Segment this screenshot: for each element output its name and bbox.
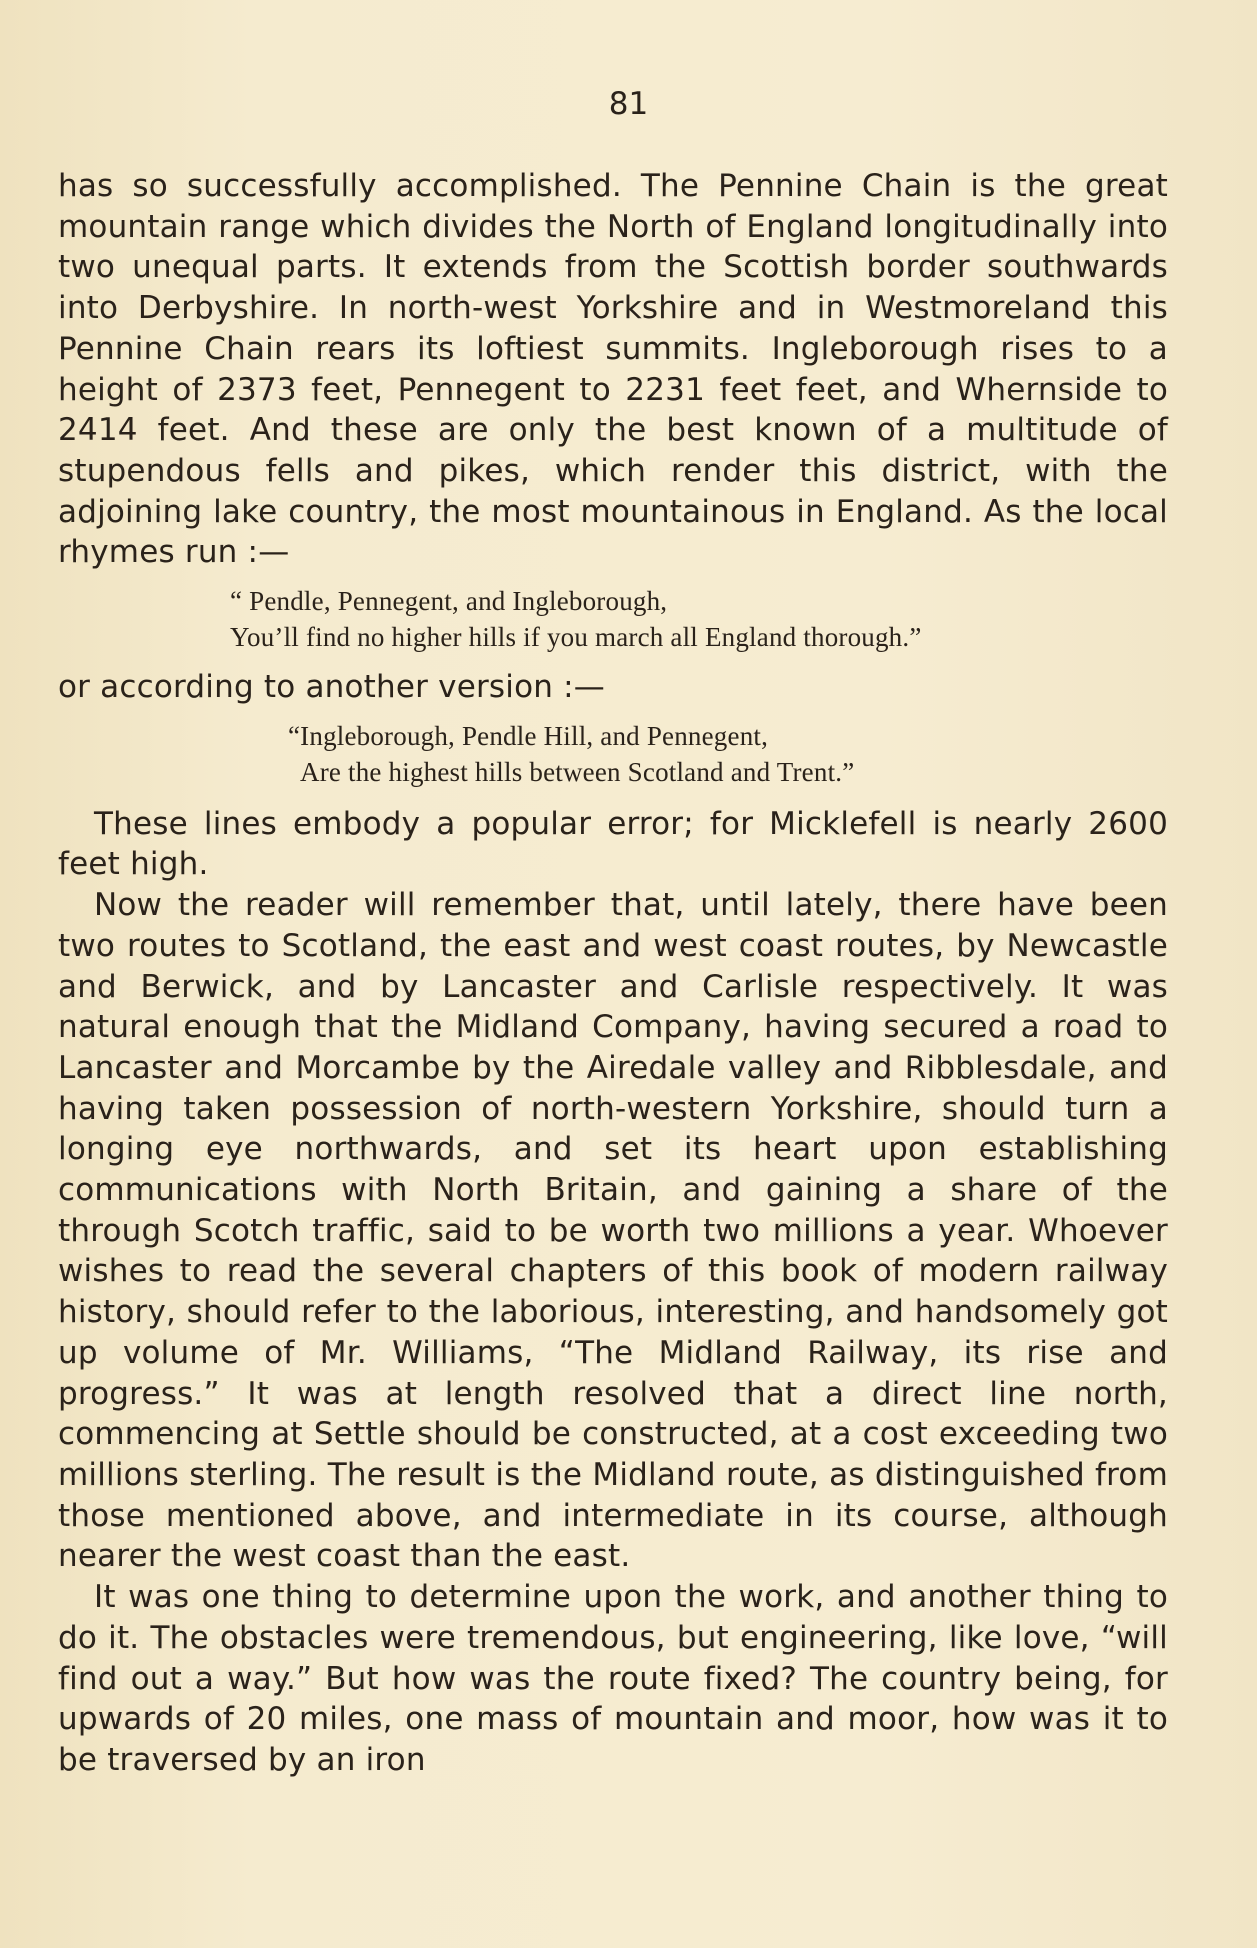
paragraph-pennine-chain: has so successfully accomplished. The Pennine Chain is the great mountain range which divides the North of England longitudinally into two unequal parts. It extends from the Scottish border southwards into Derbyshire. In north-west Yorkshire and in Westmoreland this Pennine Chain rears its loftiest summits. Ingleborough rises to a height of 2373 feet, Pennegent to 2231 feet feet, and Whernside to 2414 feet. And these are only the best known of a multitude of stupendous fells and pikes, which render this district, with the adjoining lake country, the most mountainous in England. As the local rhymes run :— [58,168,1168,571]
verse-1-line-2: You’ll find no higher hills if you march all England thorough.” [230,622,922,653]
paragraph-another-version: or according to another version :— [58,669,605,706]
page-body [58,166,1168,1781]
paragraph-obstacles: It was one thing to determine upon the work, and another thing to do it. The obstacles were tremendous, but engineering, like love, “will find out a way.” But how was the route fixed? The country being, for upwards of 20 miles, one mass of mountain and moor, how was it to be traversed by an iron [58,1579,1168,1778]
verse-2-line-2: Are the highest hills between Scotland and Trent.” [300,756,855,787]
verse-rhyme-1 [58,583,1168,655]
verse-1-line-1: “ Pendle, Pennegent, and Ingleborough, [230,586,668,617]
paragraph-popular-error: These lines embody a popular error; for Micklefell is nearly 2600 feet high. [58,805,1168,883]
page-number: 81 [608,86,649,122]
verse-2-line-1: “Ingleborough, Pendle Hill, and Pennegent, [288,720,769,751]
verse-rhyme-2 [58,718,1168,790]
paragraph-routes-to-scotland: Now the reader will remember that, until lately, there have been two routes to Scotland, the east and west coast routes, by Newcastle and Berwick, and by Lancaster and Carlisle respectively. It was natural enough that the Midland Company, having secured a road to Lancaster and Morcambe by the Airedale valley and Ribblesdale, and having taken possession of north-western Yorkshire, should turn a longing eye northwards, and set its heart upon establishing communications with North Britain, and gaining a share of the through Scotch traffic, said to be worth two millions a year. Whoever wishes to read the several chapters of this book of modern railway history, should refer to the laborious, interesting, and handsomely got up volume of Mr. Williams, “The Midland Railway, its rise and progress.” It was at length resolved that a direct line north, commencing at Settle should be constructed, at a cost exceeding two millions sterling. The result is the Midland route, as distinguished from those mentioned above, and intermediate in its course, although nearer the west coast than the east. [58,887,1168,1575]
